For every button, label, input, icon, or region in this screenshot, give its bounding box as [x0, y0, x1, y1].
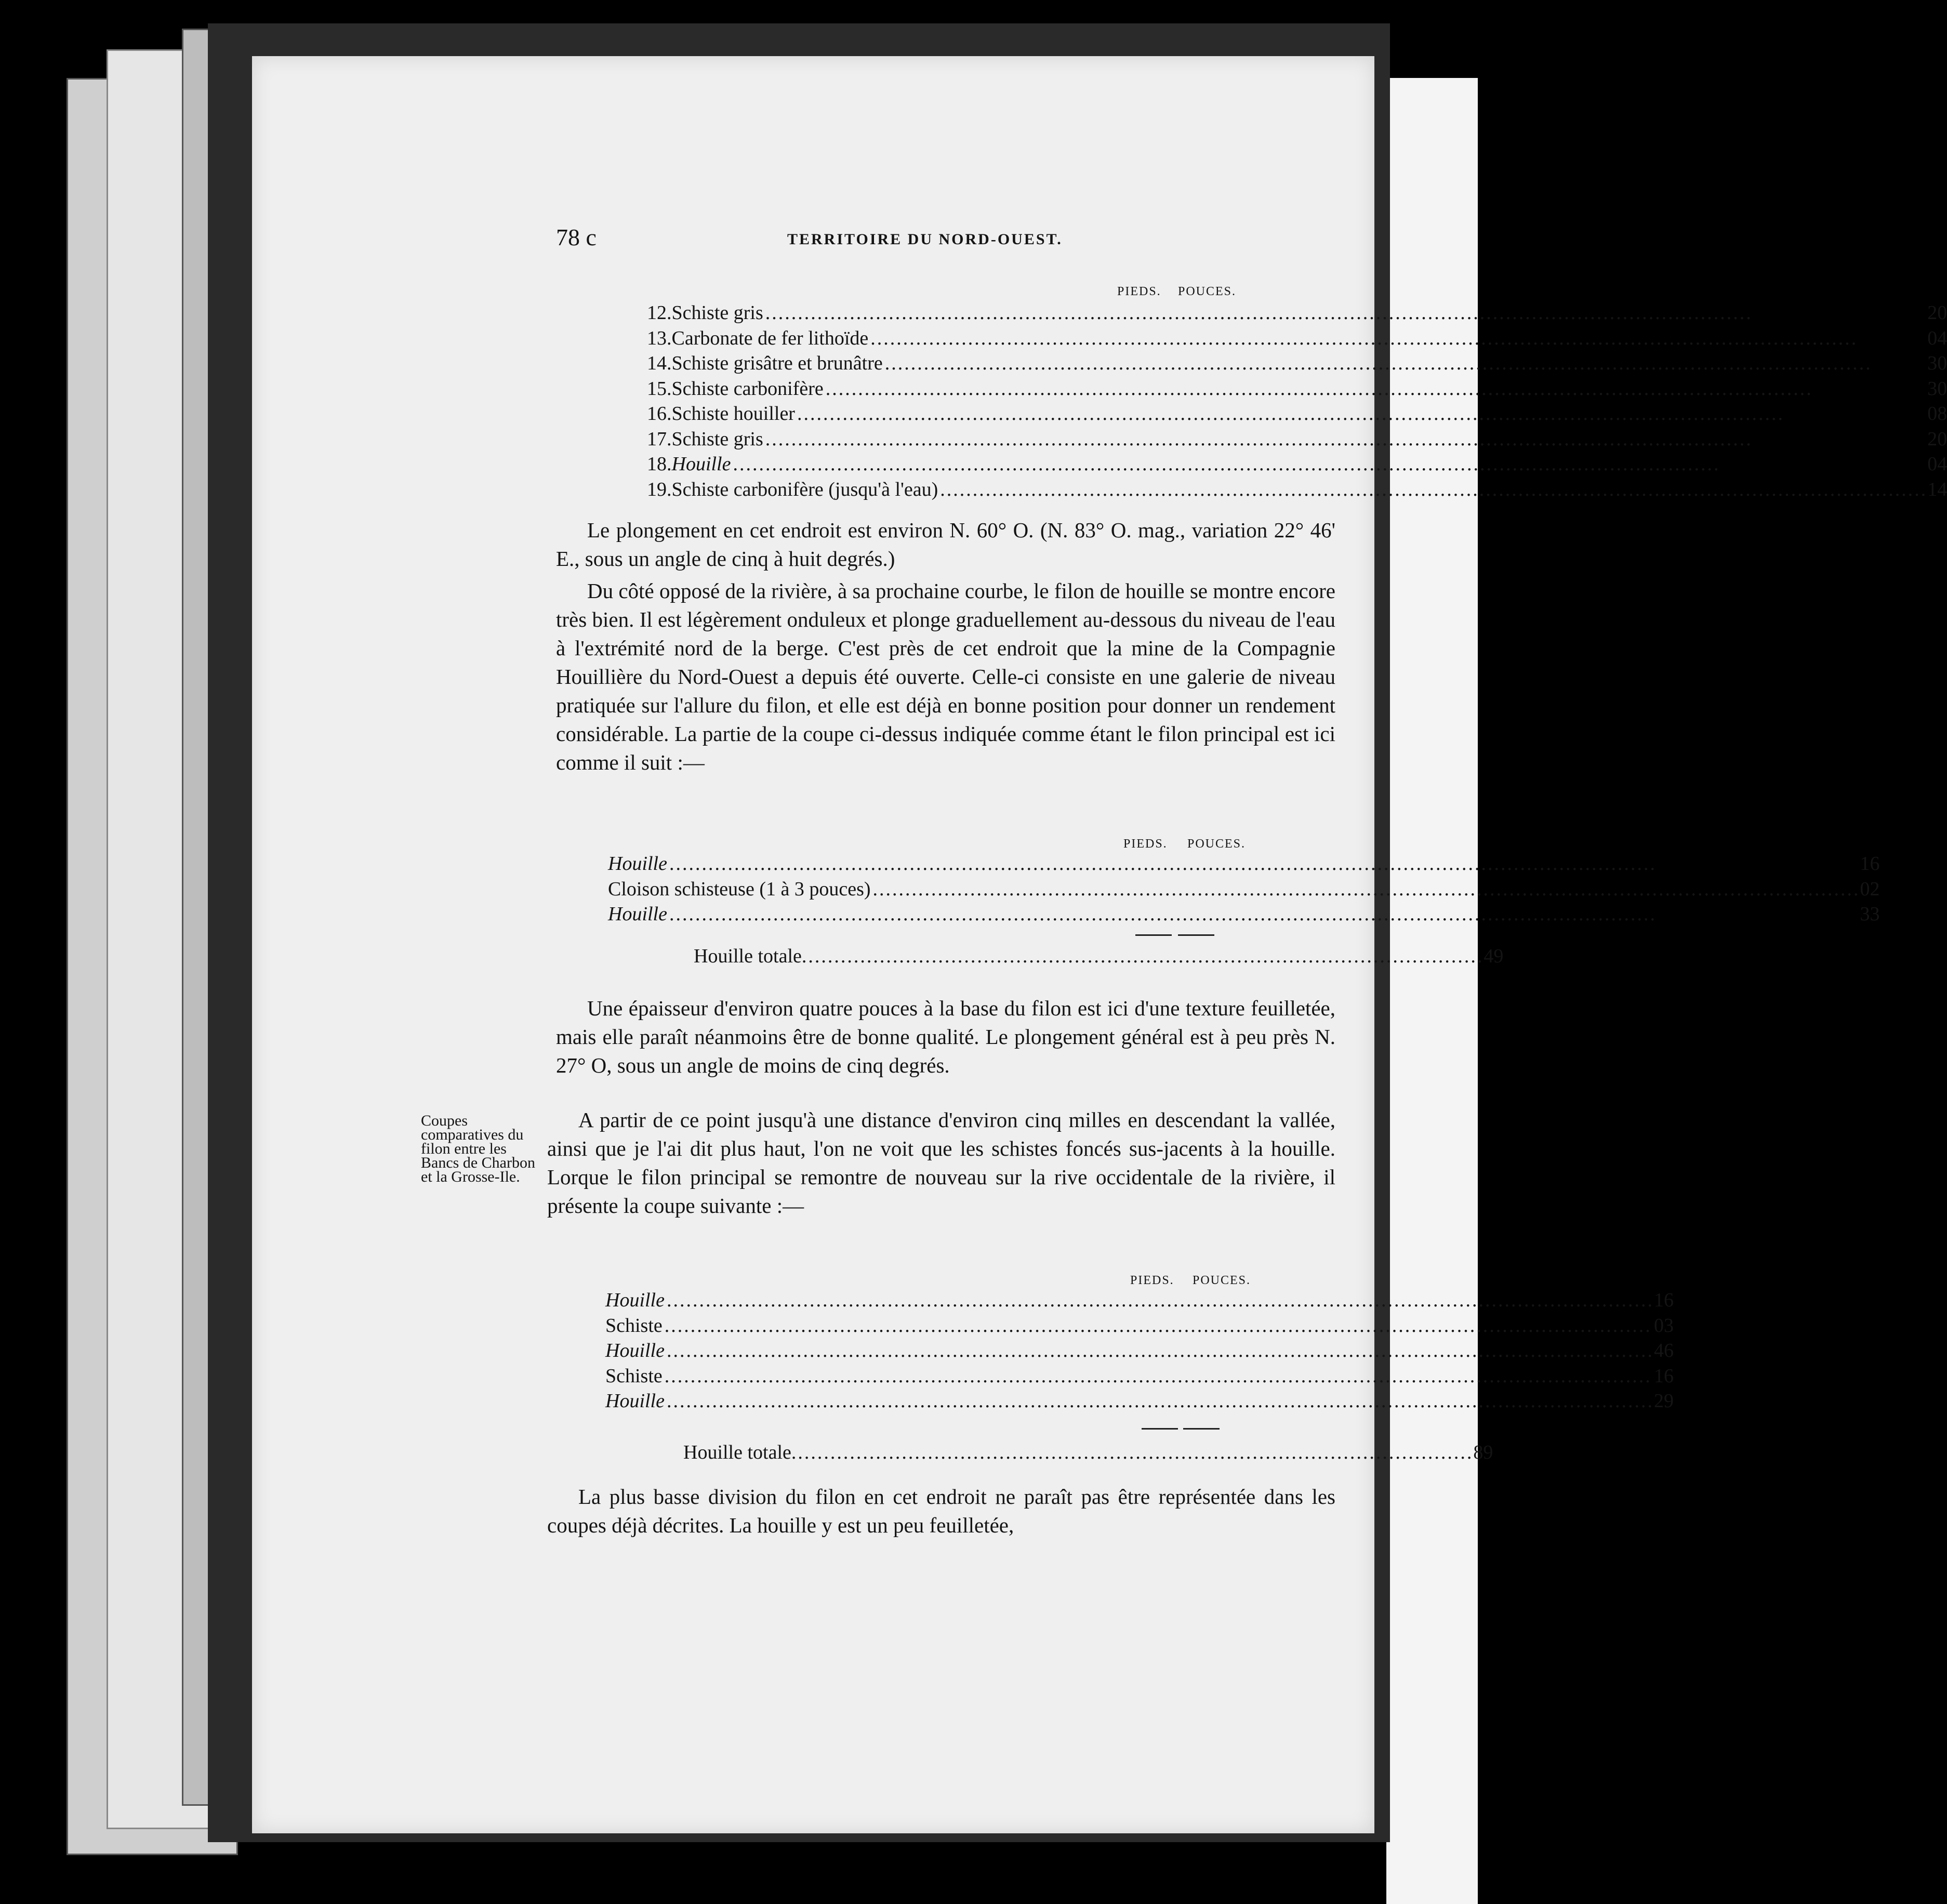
layer-feet: 2 — [1927, 302, 1938, 324]
layer-label-cell — [672, 401, 1928, 427]
leader-dots: ........................................................................................................................................................ — [872, 878, 1860, 900]
layer-inches: 6 — [1663, 1340, 1674, 1361]
layer-label-cell — [608, 851, 1860, 877]
total-label: Houille totale — [694, 945, 802, 967]
layer-number: 14. — [647, 352, 672, 374]
layer-label-cell — [672, 326, 1928, 351]
column-header-inches: POUCES. — [1187, 837, 1246, 851]
leader-dots: ........................................................................................................................................................ — [669, 903, 1657, 925]
layer-label: Schiste grisâtre et brunâtre — [671, 352, 883, 374]
layer-inches: 6 — [1870, 853, 1880, 875]
leader-dots: ........................................................................................................................................................ — [666, 1390, 1654, 1412]
layer-feet: 1 — [1653, 1289, 1664, 1311]
total-feet: 4 — [1484, 945, 1494, 967]
layer-feet: 4 — [1653, 1340, 1664, 1361]
layer-feet: 0 — [1653, 1314, 1664, 1337]
layer-inches: 4 — [1937, 327, 1947, 349]
layer-label-cell — [605, 1288, 1654, 1313]
leader-dots: ......................................................................................................... — [791, 1442, 1474, 1463]
layer-label-cell — [672, 300, 1928, 326]
leader-dots: ........................................................................................................................................................ — [940, 478, 1928, 500]
paragraph-seam-description: Du côté opposé de la rivière, à sa prochaine courbe, le filon de houille se montre encore très bien. Il est légèrement onduleux et plonge graduellement au-dessous du niveau de l'eau à l'extrémité nord de la berge. C'est près de cet endroit que la mine de la Compagnie Houillière du Nord-Ouest a depuis été ouverte. Celle-ci consiste en une galerie de niveau pratiquée sur l'allure du filon, et elle est déjà en bonne position pour donner un rendement considérable. La partie de la coupe ci-dessus indiquée comme étant le filon principal est ici comme il suit :— — [556, 579, 1335, 774]
layer-label: Schiste houiller — [671, 403, 795, 425]
leader-dots: ........................................................................................................................................................ — [664, 1314, 1652, 1337]
layer-inches: 0 — [1937, 302, 1947, 324]
main-seam-table — [608, 851, 1880, 927]
layer-number: 16. — [647, 403, 672, 425]
table-row — [605, 1364, 1674, 1389]
layer-number: 13. — [647, 327, 672, 349]
table-row — [608, 902, 1880, 927]
layer-inches: 4 — [1937, 453, 1947, 475]
page-content — [252, 56, 1947, 1833]
running-head: TERRITOIRE DU NORD-OUEST. — [787, 231, 1063, 248]
layer-feet: 1 — [1653, 1365, 1664, 1387]
layer-label-cell — [672, 351, 1928, 376]
leader-dots: ........................................................................................................................................................ — [669, 853, 1657, 875]
layer-feet: 1 — [1927, 478, 1938, 500]
layer-feet: 0 — [1927, 453, 1938, 475]
layer-label-cell — [608, 902, 1860, 927]
leader-dots: ........................................................................................................................................................ — [664, 1365, 1652, 1387]
layer-feet: 0 — [1927, 403, 1938, 425]
layer-feet: 0 — [1860, 878, 1870, 900]
layer-label: Houille — [608, 853, 667, 875]
layer-label: Carbonate de fer lithoïde — [671, 327, 869, 349]
total-inches: 9 — [1493, 945, 1504, 967]
leader-dots: ........................................................................................................................................................ — [825, 377, 1813, 400]
leader-dots: ........................................................................................................................................................ — [765, 302, 1753, 324]
layer-inches: 3 — [1663, 1314, 1674, 1337]
margin-note: Coupes comparatives du filon entre les Bancs de Charbon et la Grosse-Ile. — [421, 1112, 535, 1185]
layer-label-cell — [605, 1364, 1654, 1389]
book-page — [252, 56, 1947, 1833]
layer-feet: 2 — [1927, 428, 1938, 450]
layer-inches: 0 — [1937, 428, 1947, 450]
table-row — [608, 851, 1880, 877]
table-row — [647, 326, 1947, 351]
layer-feet: 3 — [1927, 352, 1938, 374]
leader-dots: ........................................................................................................................................................ — [733, 453, 1720, 475]
layer-inches: 4 — [1937, 478, 1947, 500]
leader-dots: ........................................................................................................................................................ — [666, 1340, 1654, 1361]
layer-inches: 2 — [1870, 878, 1880, 900]
paragraph-dip: Le plongement en cet endroit est environ N. 60° O. (N. 83° O. mag., variation 22° 46' E., sous un angle de cinq à huit degrés.) — [556, 518, 1335, 571]
paragraph-lower-division: La plus basse division du filon en cet endroit ne paraît pas être représentée dans les coupes déjà décrites. La houille y est un peu feuilletée, — [547, 1485, 1335, 1537]
layer-feet: 3 — [1927, 377, 1938, 400]
layer-label-cell — [672, 427, 1928, 452]
table-row — [608, 877, 1880, 902]
table-row — [605, 1338, 1674, 1364]
layer-inches: 3 — [1870, 903, 1880, 925]
table-row — [647, 477, 1947, 503]
layer-inches: 9 — [1663, 1390, 1674, 1412]
leader-dots: ......................................................................................................... — [801, 945, 1484, 967]
layer-label: Schiste gris — [671, 302, 763, 324]
table-row — [605, 1313, 1674, 1339]
table-row — [647, 300, 1947, 326]
table-row — [647, 401, 1947, 427]
paragraph-comparative-sections: A partir de ce point jusqu'à une distance d'environ cinq milles en descendant la vallée, ainsi que je l'ai dit plus haut, l'on ne voit que les schistes foncés sus-jacents à la houille. Lorque le filon principal se remontre de nouveau sur la rive occidentale de la rivière, il présente la coupe suivante :— — [547, 1108, 1335, 1218]
layer-inches: 0 — [1937, 377, 1947, 400]
layer-label-cell — [605, 1389, 1654, 1414]
leader-dots: ........................................................................................................................................................ — [797, 403, 1784, 425]
layer-label-cell — [605, 1313, 1654, 1339]
layer-label: Schiste — [605, 1314, 663, 1337]
column-header-inches: POUCES. — [1193, 1274, 1251, 1287]
table-row — [647, 351, 1947, 376]
total-feet: 8 — [1473, 1442, 1484, 1463]
sum-rule — [1183, 1428, 1220, 1430]
layer-label: Schiste gris — [671, 428, 763, 450]
layer-label: Schiste — [605, 1365, 663, 1387]
west-bank-section-table — [605, 1288, 1674, 1414]
layer-label: Houille — [605, 1390, 665, 1412]
layer-inches: 6 — [1663, 1365, 1674, 1387]
table-row — [605, 1288, 1674, 1313]
layer-feet: 2 — [1653, 1390, 1664, 1412]
column-header-inches: POUCES. — [1178, 285, 1237, 298]
layer-number: 12. — [647, 302, 672, 324]
layer-label: Schiste carbonifère (jusqu'à l'eau) — [671, 478, 938, 500]
layer-label-cell — [672, 376, 1928, 402]
layer-inches: 6 — [1663, 1289, 1674, 1311]
layer-label-cell — [605, 1338, 1654, 1364]
layer-number: 18. — [647, 453, 672, 475]
table-row — [647, 376, 1947, 402]
total-label: Houille totale — [683, 1442, 791, 1463]
sum-rule — [1178, 934, 1214, 936]
sum-rule — [1135, 934, 1172, 936]
layer-feet: 3 — [1860, 903, 1870, 925]
layer-feet: 0 — [1927, 327, 1938, 349]
layer-number: 15. — [647, 377, 672, 400]
total-inches: 9 — [1483, 1442, 1493, 1463]
leader-dots: ........................................................................................................................................................ — [666, 1289, 1654, 1311]
column-header-feet: PIEDS. — [1123, 837, 1168, 851]
layer-label-cell — [672, 477, 1928, 503]
stratigraphic-section-table — [647, 300, 1947, 502]
layer-number: 17. — [647, 428, 672, 450]
layer-label: Cloison schisteuse (1 à 3 pouces) — [608, 878, 871, 900]
layer-inches: 8 — [1937, 403, 1947, 425]
leader-dots: ........................................................................................................................................................ — [884, 352, 1872, 374]
table-row — [647, 427, 1947, 452]
layer-label-cell — [608, 877, 1860, 902]
layer-label: Houille — [605, 1340, 665, 1361]
total-row — [694, 945, 1504, 968]
total-row — [683, 1441, 1493, 1464]
leader-dots: ........................................................................................................................................................ — [870, 327, 1858, 349]
column-header-feet: PIEDS. — [1130, 1274, 1174, 1287]
table-row — [647, 452, 1947, 477]
sum-rule — [1142, 1428, 1178, 1430]
column-header-feet: PIEDS. — [1117, 285, 1161, 298]
layer-label: Houille — [608, 903, 667, 925]
leader-dots: ........................................................................................................................................................ — [765, 428, 1753, 450]
layer-label: Houille — [605, 1289, 665, 1311]
layer-number: 19. — [647, 478, 672, 500]
layer-inches: 0 — [1937, 352, 1947, 374]
page-number: 78 c — [556, 224, 597, 250]
layer-label-cell — [672, 452, 1928, 477]
table-row — [605, 1389, 1674, 1414]
layer-feet: 1 — [1860, 853, 1870, 875]
layer-label: Houille — [671, 453, 731, 475]
layer-label: Schiste carbonifère — [671, 377, 824, 400]
paragraph-texture: Une épaisseur d'environ quatre pouces à la base du filon est ici d'une texture feuilletée, mais elle paraît néanmoins être de bonne qualité. Le plongement général est à peu près N. 27° O, sous un angle de moins de cinq degrés. — [556, 996, 1335, 1077]
